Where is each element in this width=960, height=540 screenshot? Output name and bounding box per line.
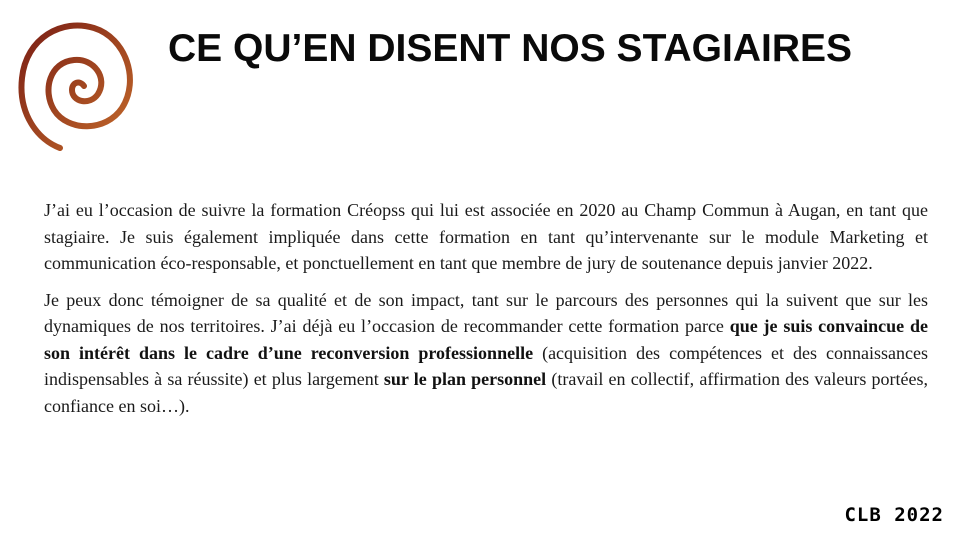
testimonial-paragraph-2 [44, 287, 928, 420]
paragraph-2-bold-2: sur le plan personnel [383, 369, 547, 389]
paragraph-2-bold-1: que je suis convaincue de son intérêt dans le cadre d’une reconversion professionnelle [44, 316, 928, 363]
page-title: CE QU’EN DISENT NOS STAGIAIRES [168, 27, 853, 70]
testimonial-paragraph-1: J’ai eu l’occasion de suivre la formation Créopss qui lui est associée en 2020 au Champ Commun à Augan, en tant que stagiaire. Je suis également impliquée dans cette formation en tant qu’intervenante sur le module Marketing et communication éco-responsable, et ponctuellement en tant que membre de jury de soutenance depuis janvier 2022. [44, 200, 928, 273]
paragraph-2-part-1: Je peux donc témoigner de sa qualité et de son impact, tant sur le parcours des personnes qui la suivent que sur les dynamiques de nos territoires. J’ai déjà eu l’occasion de recommander cette formation parce [44, 289, 928, 336]
testimonial-text [44, 197, 928, 429]
spiral-logo-icon [14, 14, 146, 154]
paragraph-2-part-3: (travail en collectif, affirmation des valeurs portées, confiance en soi…). [44, 369, 928, 416]
footer-label: CLB 2022 [844, 504, 944, 526]
paragraph-2-part-2: (acquisition des compétences et des connaissances indispensables à sa réussite) et plus largement [44, 342, 928, 389]
